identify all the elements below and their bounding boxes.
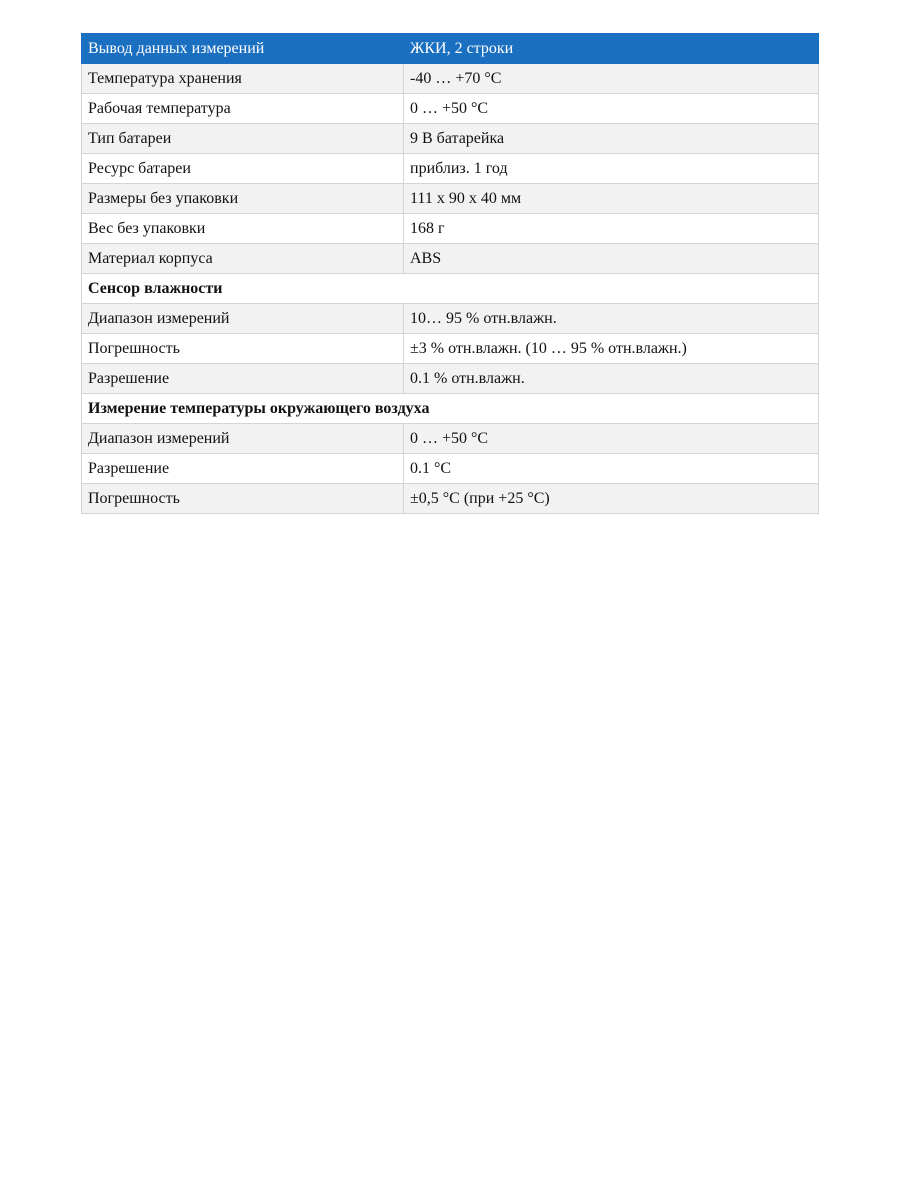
row-label: Разрешение [82,454,404,484]
row-label: Вес без упаковки [82,214,404,244]
table-row [82,64,819,94]
row-value: 0.1 % отн.влажн. [404,364,819,394]
row-value: -40 … +70 °C [404,64,819,94]
table-row [82,154,819,184]
section-title-humidity: Сенсор влажности [82,274,819,304]
row-label: Погрешность [82,334,404,364]
table-row [82,124,819,154]
row-label: Ресурс батареи [82,154,404,184]
row-value: 111 x 90 x 40 мм [404,184,819,214]
row-value: 0 … +50 °C [404,94,819,124]
row-label: Рабочая температура [82,94,404,124]
row-label: Температура хранения [82,64,404,94]
row-label: Погрешность [82,484,404,514]
table-row [82,94,819,124]
row-value: ABS [404,244,819,274]
table-row [82,364,819,394]
row-label: Тип батареи [82,124,404,154]
table-row [82,304,819,334]
section-heading-row [82,394,819,424]
table-row [82,424,819,454]
row-label: Материал корпуса [82,244,404,274]
table-row [82,184,819,214]
spec-table [81,33,819,514]
table-row [82,334,819,364]
section-title-temperature: Измерение температуры окружающего воздуха [82,394,819,424]
row-value: 168 г [404,214,819,244]
table-row [82,244,819,274]
row-label: Диапазон измерений [82,424,404,454]
row-value: 0.1 °C [404,454,819,484]
row-value: приблиз. 1 год [404,154,819,184]
row-value: 0 … +50 °C [404,424,819,454]
table-row [82,454,819,484]
header-label: Вывод данных измерений [82,34,404,64]
table-header-row [82,34,819,64]
row-label: Диапазон измерений [82,304,404,334]
table-row [82,484,819,514]
row-value: 9 В батарейка [404,124,819,154]
row-label: Размеры без упаковки [82,184,404,214]
row-value: ±0,5 °C (при +25 °C) [404,484,819,514]
row-value: 10… 95 % отн.влажн. [404,304,819,334]
row-label: Разрешение [82,364,404,394]
table-row [82,214,819,244]
row-value: ±3 % отн.влажн. (10 … 95 % отн.влажн.) [404,334,819,364]
section-heading-row [82,274,819,304]
header-value: ЖКИ, 2 строки [404,34,819,64]
